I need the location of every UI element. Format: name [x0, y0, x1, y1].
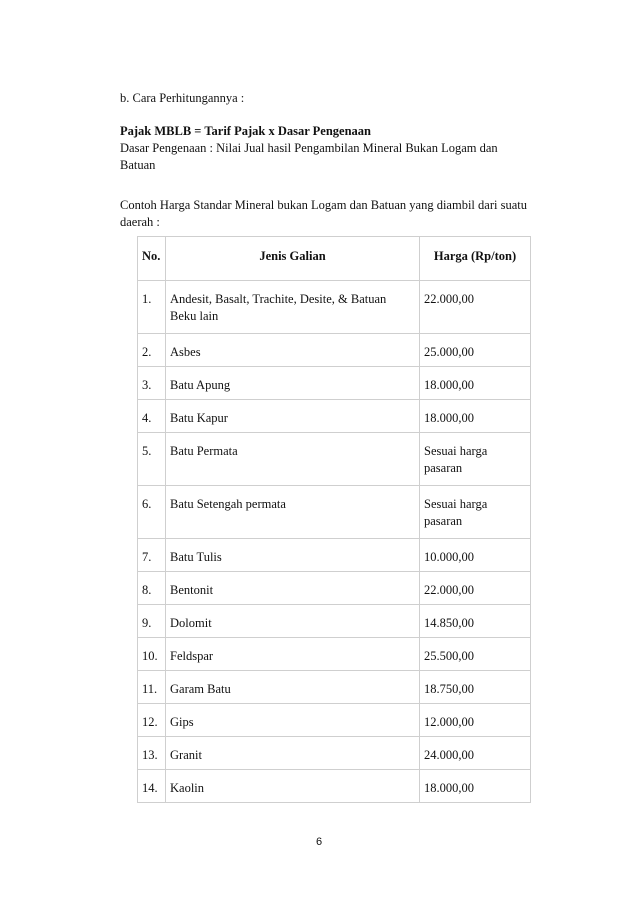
header-no: No.	[138, 237, 166, 281]
cell-no: 6.	[138, 486, 166, 539]
cell-jenis: Gips	[166, 704, 420, 737]
cell-jenis: Batu Apung	[166, 367, 420, 400]
cell-no: 14.	[138, 770, 166, 803]
cell-jenis: Batu Permata	[166, 433, 420, 486]
table-row	[138, 539, 531, 572]
cell-no: 10.	[138, 638, 166, 671]
page-number: 6	[315, 836, 323, 848]
cell-harga: Sesuai harga pasaran	[420, 486, 531, 539]
table-row	[138, 572, 531, 605]
cell-harga: 18.000,00	[420, 367, 531, 400]
cell-harga: 18.000,00	[420, 770, 531, 803]
table-row	[138, 737, 531, 770]
cell-jenis: Batu Kapur	[166, 400, 420, 433]
cell-jenis: Dolomit	[166, 605, 420, 638]
cell-harga: 18.000,00	[420, 400, 531, 433]
table-row	[138, 334, 531, 367]
cell-harga: 24.000,00	[420, 737, 531, 770]
table-row	[138, 400, 531, 433]
cell-jenis: Andesit, Basalt, Trachite, Desite, & Batuan Beku lain	[166, 281, 420, 334]
header-harga: Harga (Rp/ton)	[420, 237, 531, 281]
table-row	[138, 486, 531, 539]
cell-harga: 14.850,00	[420, 605, 531, 638]
dasar-pengenaan-line-1: Dasar Pengenaan : Nilai Jual hasil Pengambilan Mineral Bukan Logam dan	[120, 141, 498, 155]
cell-jenis: Bentonit	[166, 572, 420, 605]
table-row	[138, 281, 531, 334]
cell-no: 8.	[138, 572, 166, 605]
cell-harga: 18.750,00	[420, 671, 531, 704]
table-row	[138, 367, 531, 400]
cell-harga: 12.000,00	[420, 704, 531, 737]
cell-no: 7.	[138, 539, 166, 572]
table-row	[138, 770, 531, 803]
cell-jenis: Garam Batu	[166, 671, 420, 704]
cell-no: 12.	[138, 704, 166, 737]
intro-line-2: daerah :	[120, 215, 160, 229]
cell-jenis: Kaolin	[166, 770, 420, 803]
dasar-pengenaan-line-2: Batuan	[120, 158, 156, 172]
cell-jenis: Feldspar	[166, 638, 420, 671]
price-table	[137, 236, 531, 803]
table-row	[138, 638, 531, 671]
cell-jenis: Granit	[166, 737, 420, 770]
cell-jenis: Batu Tulis	[166, 539, 420, 572]
intro-line-1: Contoh Harga Standar Mineral bukan Logam dan Batuan yang diambil dari suatu	[120, 198, 527, 212]
cell-harga: 22.000,00	[420, 572, 531, 605]
cell-no: 4.	[138, 400, 166, 433]
header-jenis: Jenis Galian	[166, 237, 420, 281]
cell-no: 9.	[138, 605, 166, 638]
cell-harga: 10.000,00	[420, 539, 531, 572]
tax-formula: Pajak MBLB = Tarif Pajak x Dasar Pengenaan	[120, 124, 372, 138]
cell-harga: Sesuai harga pasaran	[420, 433, 531, 486]
cell-jenis: Asbes	[166, 334, 420, 367]
cell-harga: 25.000,00	[420, 334, 531, 367]
table-row	[138, 433, 531, 486]
section-heading: b. Cara Perhitungannya :	[120, 91, 245, 105]
table-row	[138, 704, 531, 737]
cell-harga: 22.000,00	[420, 281, 531, 334]
table-body	[138, 281, 531, 803]
cell-no: 5.	[138, 433, 166, 486]
cell-no: 1.	[138, 281, 166, 334]
cell-no: 2.	[138, 334, 166, 367]
cell-harga: 25.500,00	[420, 638, 531, 671]
table-row	[138, 671, 531, 704]
table-row	[138, 605, 531, 638]
cell-no: 13.	[138, 737, 166, 770]
table-header-row	[138, 237, 531, 281]
cell-no: 3.	[138, 367, 166, 400]
cell-no: 11.	[138, 671, 166, 704]
cell-jenis: Batu Setengah permata	[166, 486, 420, 539]
